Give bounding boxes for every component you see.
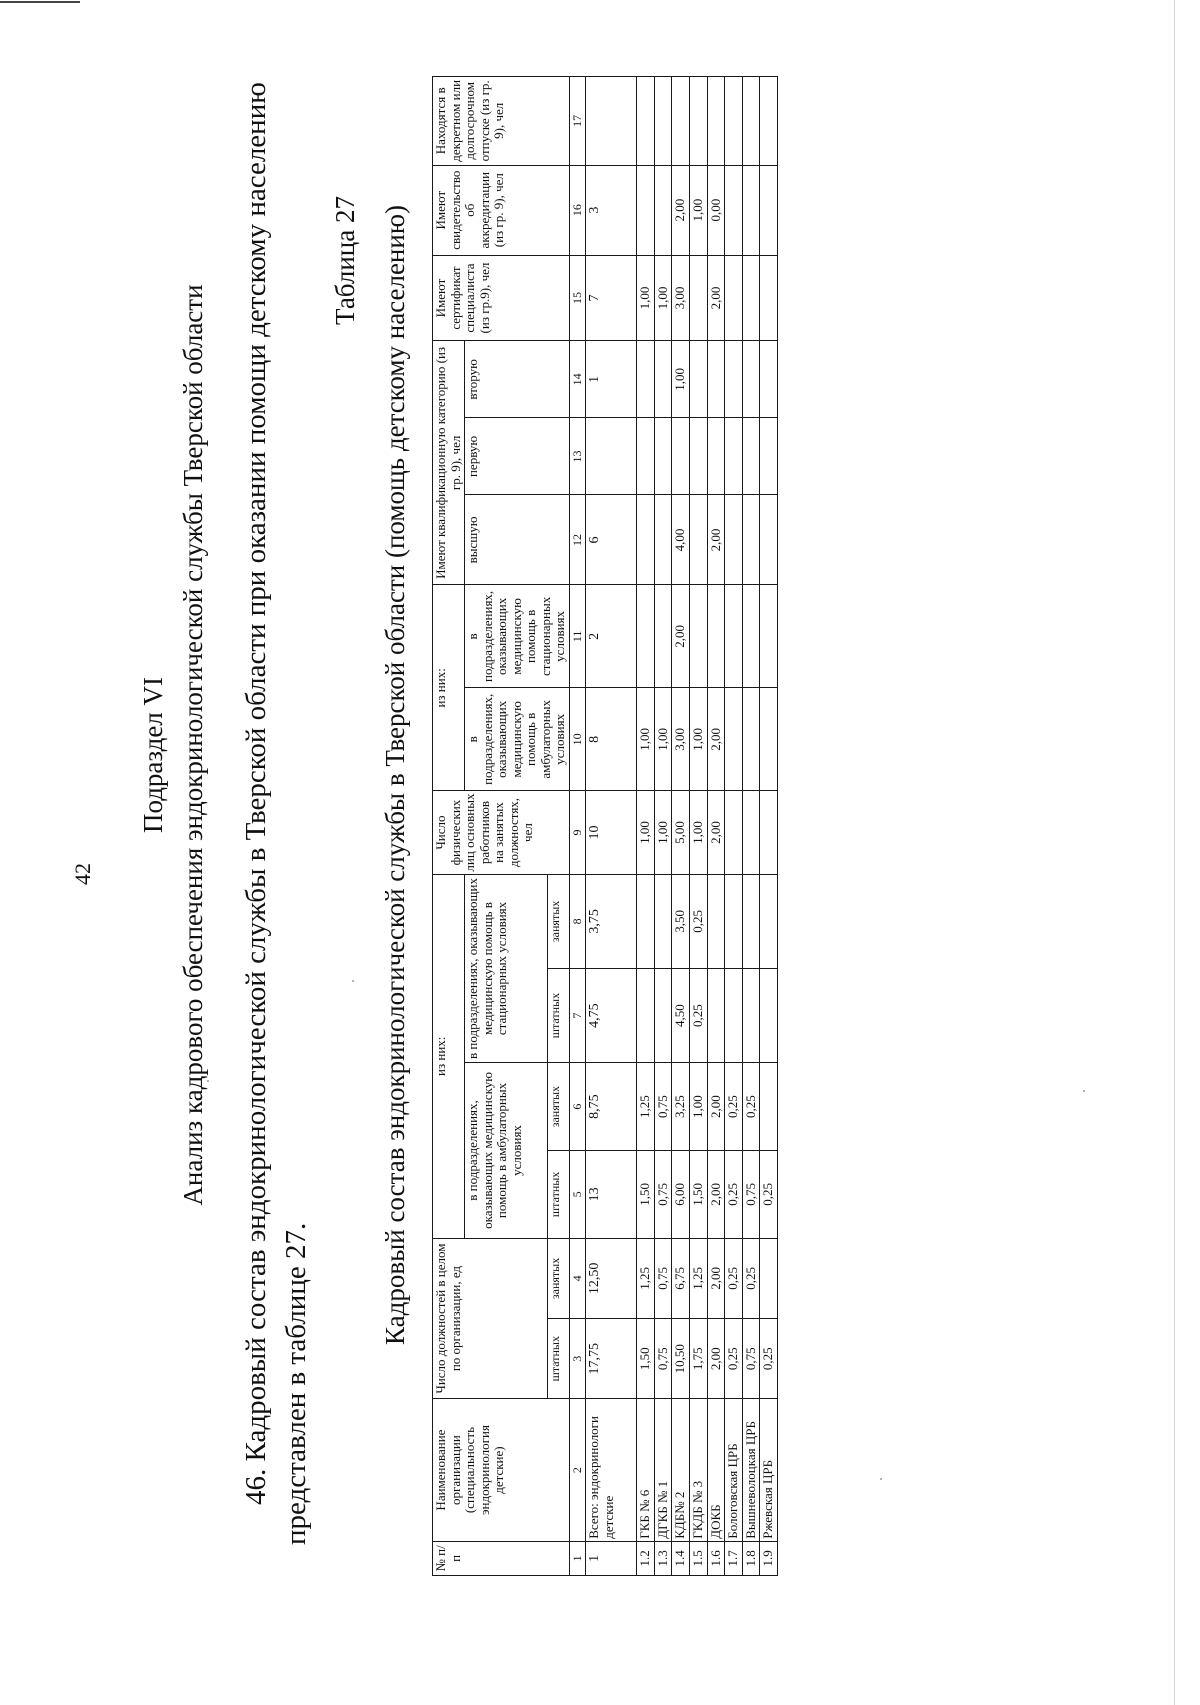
organization-name: Бологовская ЦРБ <box>725 1399 743 1541</box>
column-number-row <box>569 77 585 1576</box>
value-cell <box>725 495 743 585</box>
value-cell: 0,00 <box>707 165 725 255</box>
value-cell: 0,75 <box>654 1238 672 1318</box>
value-cell: 6,00 <box>672 1150 690 1238</box>
header-leave: Находятся в декретном или долгосрочном отпуске (из гр. 9), чел <box>433 77 570 166</box>
column-number: 4 <box>569 1238 585 1318</box>
column-number: 17 <box>569 77 585 166</box>
value-cell: 0,25 <box>725 1063 743 1151</box>
value-cell: 1,00 <box>690 1063 708 1151</box>
header-cat-high: высшую <box>465 495 570 585</box>
table-row <box>742 77 760 1576</box>
value-cell <box>725 255 743 341</box>
column-number: 12 <box>569 495 585 585</box>
value-cell: 12,50 <box>586 1238 637 1318</box>
value-cell <box>586 418 637 495</box>
value-cell <box>725 165 743 255</box>
value-cell <box>654 495 672 585</box>
value-cell <box>707 77 725 166</box>
value-cell <box>742 585 760 688</box>
value-cell <box>742 165 760 255</box>
value-cell <box>672 418 690 495</box>
value-cell <box>760 165 778 255</box>
table-row <box>760 77 778 1576</box>
value-cell <box>760 495 778 585</box>
value-cell <box>707 585 725 688</box>
value-cell: 0,75 <box>742 1150 760 1238</box>
value-cell: 1 <box>586 341 637 418</box>
value-cell <box>760 585 778 688</box>
value-cell <box>637 969 655 1063</box>
header-of-them-2: из них: <box>433 585 465 791</box>
header-accreditation: Имеют свидетельство об аккредитации (из гр. 9), чел <box>433 165 570 255</box>
value-cell: 0,25 <box>760 1319 778 1399</box>
value-cell <box>725 341 743 418</box>
value-cell <box>742 418 760 495</box>
value-cell <box>742 874 760 968</box>
table-row <box>672 77 690 1576</box>
value-cell <box>654 165 672 255</box>
value-cell: 1,00 <box>690 688 708 791</box>
value-cell: 2,00 <box>707 1238 725 1318</box>
value-cell: 3,25 <box>672 1063 690 1151</box>
value-cell <box>690 418 708 495</box>
value-cell: 1,00 <box>637 255 655 341</box>
value-cell <box>760 791 778 875</box>
value-cell <box>725 791 743 875</box>
value-cell <box>690 495 708 585</box>
row-number: 1.7 <box>725 1541 743 1575</box>
value-cell: 1,50 <box>637 1319 655 1399</box>
value-cell: 10,50 <box>672 1319 690 1399</box>
column-number: 13 <box>569 418 585 495</box>
value-cell: 2,00 <box>707 1319 725 1399</box>
value-cell <box>654 341 672 418</box>
header-staff: штатных <box>547 1319 569 1399</box>
header-occupied: занятых <box>547 1238 569 1318</box>
organization-name: Всего: эндокринологи детские <box>586 1399 637 1541</box>
page-number: 42 <box>70 863 95 885</box>
table-title: Кадровый состав эндокринологической службы в Тверской области (помощь детскому населению) <box>380 205 410 1346</box>
value-cell: 0,25 <box>742 1238 760 1318</box>
organization-name: КДБ№ 2 <box>672 1399 690 1541</box>
value-cell <box>637 874 655 968</box>
row-number: 1 <box>586 1541 637 1575</box>
value-cell <box>654 418 672 495</box>
organization-name: ГКБ № 6 <box>637 1399 655 1541</box>
value-cell: 1,75 <box>690 1319 708 1399</box>
value-cell: 2,00 <box>707 1063 725 1151</box>
value-cell <box>742 255 760 341</box>
value-cell <box>637 585 655 688</box>
organization-name: ГКДБ № 3 <box>690 1399 708 1541</box>
column-number: 2 <box>569 1399 585 1541</box>
value-cell <box>690 255 708 341</box>
header-stationary: в подразделениях, оказывающих медицинскую помощь в стационарных условиях <box>465 874 548 1062</box>
value-cell <box>760 969 778 1063</box>
value-cell: 0,75 <box>742 1319 760 1399</box>
value-cell: 0,25 <box>725 1238 743 1318</box>
value-cell <box>654 77 672 166</box>
value-cell <box>742 688 760 791</box>
value-cell: 4,50 <box>672 969 690 1063</box>
paragraph-line-1: 46. Кадровый состав эндокринологической службы в Тверской области при оказании помощи детскому населению <box>240 82 272 1505</box>
value-cell <box>637 77 655 166</box>
value-cell: 8,75 <box>586 1063 637 1151</box>
value-cell: 2,00 <box>707 255 725 341</box>
column-number: 3 <box>569 1319 585 1399</box>
total-row <box>586 77 637 1576</box>
organization-name: ДОКБ <box>707 1399 725 1541</box>
value-cell <box>760 418 778 495</box>
value-cell <box>586 77 637 166</box>
value-cell <box>760 874 778 968</box>
value-cell: 1,00 <box>654 791 672 875</box>
header-staff: штатных <box>547 969 569 1063</box>
value-cell: 1,00 <box>690 791 708 875</box>
value-cell: 4,00 <box>672 495 690 585</box>
value-cell: 1,00 <box>654 255 672 341</box>
column-number: 9 <box>569 791 585 875</box>
value-cell: 4,75 <box>586 969 637 1063</box>
header-occupied: занятых <box>547 874 569 968</box>
column-number: 16 <box>569 165 585 255</box>
value-cell <box>742 969 760 1063</box>
table-row <box>690 77 708 1576</box>
value-cell <box>690 585 708 688</box>
value-cell: 0,25 <box>690 874 708 968</box>
value-cell: 1,00 <box>637 688 655 791</box>
value-cell: 2,00 <box>707 1150 725 1238</box>
subsection-title: Подраздел VI <box>138 676 168 834</box>
value-cell <box>690 341 708 418</box>
value-cell <box>742 495 760 585</box>
value-cell <box>760 77 778 166</box>
value-cell: 5,00 <box>672 791 690 875</box>
value-cell <box>672 77 690 166</box>
value-cell: 1,25 <box>637 1063 655 1151</box>
header-staff: штатных <box>547 1150 569 1238</box>
value-cell: 10 <box>586 791 637 875</box>
table-row <box>637 77 655 1576</box>
column-number: 8 <box>569 874 585 968</box>
section-heading: Анализ кадрового обеспечения эндокринологической службы Тверской области <box>178 284 208 1206</box>
value-cell: 6,75 <box>672 1238 690 1318</box>
value-cell: 3,50 <box>672 874 690 968</box>
value-cell <box>742 341 760 418</box>
table-body <box>586 77 777 1576</box>
value-cell <box>725 585 743 688</box>
value-cell <box>637 165 655 255</box>
row-number: 1.2 <box>637 1541 655 1575</box>
value-cell: 7 <box>586 255 637 341</box>
table-number: Таблица 27 <box>330 196 360 325</box>
value-cell <box>707 969 725 1063</box>
value-cell: 1,50 <box>637 1150 655 1238</box>
value-cell: 8 <box>586 688 637 791</box>
header-cat-second: вторую <box>465 341 570 418</box>
column-number: 15 <box>569 255 585 341</box>
value-cell: 2 <box>586 585 637 688</box>
row-number: 1.5 <box>690 1541 708 1575</box>
value-cell <box>760 1238 778 1318</box>
value-cell <box>760 688 778 791</box>
row-number: 1.4 <box>672 1541 690 1575</box>
value-cell <box>725 688 743 791</box>
value-cell: 6 <box>586 495 637 585</box>
value-cell <box>690 77 708 166</box>
column-number: 1 <box>569 1541 585 1575</box>
row-number: 1.6 <box>707 1541 725 1575</box>
header-num: № п/п <box>433 1541 570 1575</box>
value-cell: 1,25 <box>637 1238 655 1318</box>
value-cell <box>654 874 672 968</box>
value-cell <box>742 791 760 875</box>
header-category: Имеют квалификационную категорию (из гр. 9), чел <box>433 341 465 585</box>
column-number: 7 <box>569 969 585 1063</box>
table-row <box>707 77 725 1576</box>
value-cell: 0,25 <box>760 1150 778 1238</box>
column-number: 14 <box>569 341 585 418</box>
header-persons: Число физических лиц основных работников на занятых должностях, чел <box>433 791 570 875</box>
table-row <box>725 77 743 1576</box>
value-cell <box>707 418 725 495</box>
value-cell: 13 <box>586 1150 637 1238</box>
value-cell: 3,00 <box>672 688 690 791</box>
header-cat-first: первую <box>465 418 570 495</box>
column-number: 11 <box>569 585 585 688</box>
value-cell: 2,00 <box>707 495 725 585</box>
value-cell <box>725 77 743 166</box>
organization-name: Вышневолоцкая ЦРБ <box>742 1399 760 1541</box>
value-cell <box>725 969 743 1063</box>
value-cell: 1,00 <box>654 688 672 791</box>
value-cell: 0,25 <box>725 1150 743 1238</box>
value-cell <box>707 341 725 418</box>
value-cell: 2,00 <box>672 165 690 255</box>
header-certificate: Имеют сертификат специалиста (из гр.9), чел <box>433 255 570 341</box>
value-cell: 0,25 <box>725 1319 743 1399</box>
header-persons-amb: в подразделениях, оказывающих медицинскую помощь в амбулаторных условиях <box>465 688 570 791</box>
value-cell <box>654 585 672 688</box>
value-cell: 17,75 <box>586 1319 637 1399</box>
row-number: 1.9 <box>760 1541 778 1575</box>
header-ambulatory: в подразделениях, оказывающих медицинскую помощь в амбулаторных условиях <box>465 1063 548 1239</box>
paragraph-line-2: представлен в таблице 27. <box>280 1222 312 1545</box>
row-number: 1.8 <box>742 1541 760 1575</box>
value-cell: 0,75 <box>654 1063 672 1151</box>
header-positions-total: Число должностей в целом по организации, ед <box>433 1238 548 1399</box>
value-cell: 0,25 <box>690 969 708 1063</box>
organization-name: ДГКБ № 1 <box>654 1399 672 1541</box>
value-cell: 3,75 <box>586 874 637 968</box>
row-number: 1.3 <box>654 1541 672 1575</box>
value-cell <box>637 341 655 418</box>
organization-name: Ржевская ЦРБ <box>760 1399 778 1541</box>
value-cell <box>637 418 655 495</box>
header-row <box>433 77 465 1576</box>
value-cell: 0,25 <box>742 1063 760 1151</box>
value-cell: 2,00 <box>707 791 725 875</box>
value-cell <box>725 418 743 495</box>
value-cell: 0,75 <box>654 1319 672 1399</box>
value-cell <box>707 874 725 968</box>
column-number: 6 <box>569 1063 585 1151</box>
column-number: 5 <box>569 1150 585 1238</box>
value-cell: 1,50 <box>690 1150 708 1238</box>
value-cell <box>760 255 778 341</box>
table-row <box>654 77 672 1576</box>
value-cell: 3 <box>586 165 637 255</box>
value-cell <box>742 77 760 166</box>
value-cell <box>637 495 655 585</box>
staffing-table <box>432 76 778 1576</box>
header-organization: Наименование организации (специальность эндокринология детские) <box>433 1399 570 1541</box>
value-cell: 2,00 <box>672 585 690 688</box>
value-cell: 2,00 <box>707 688 725 791</box>
value-cell: 0,75 <box>654 1150 672 1238</box>
value-cell: 1,00 <box>690 165 708 255</box>
value-cell: 3,00 <box>672 255 690 341</box>
value-cell <box>760 1063 778 1151</box>
value-cell: 1,25 <box>690 1238 708 1318</box>
value-cell: 1,00 <box>672 341 690 418</box>
value-cell <box>760 341 778 418</box>
header-persons-stat: в подразделениях, оказывающих медицинскую помощь в стационарных условиях <box>465 585 570 688</box>
header-of-them: из них: <box>433 874 465 1238</box>
header-occupied: занятых <box>547 1063 569 1151</box>
value-cell <box>725 874 743 968</box>
column-number: 10 <box>569 688 585 791</box>
value-cell <box>654 969 672 1063</box>
value-cell: 1,00 <box>637 791 655 875</box>
